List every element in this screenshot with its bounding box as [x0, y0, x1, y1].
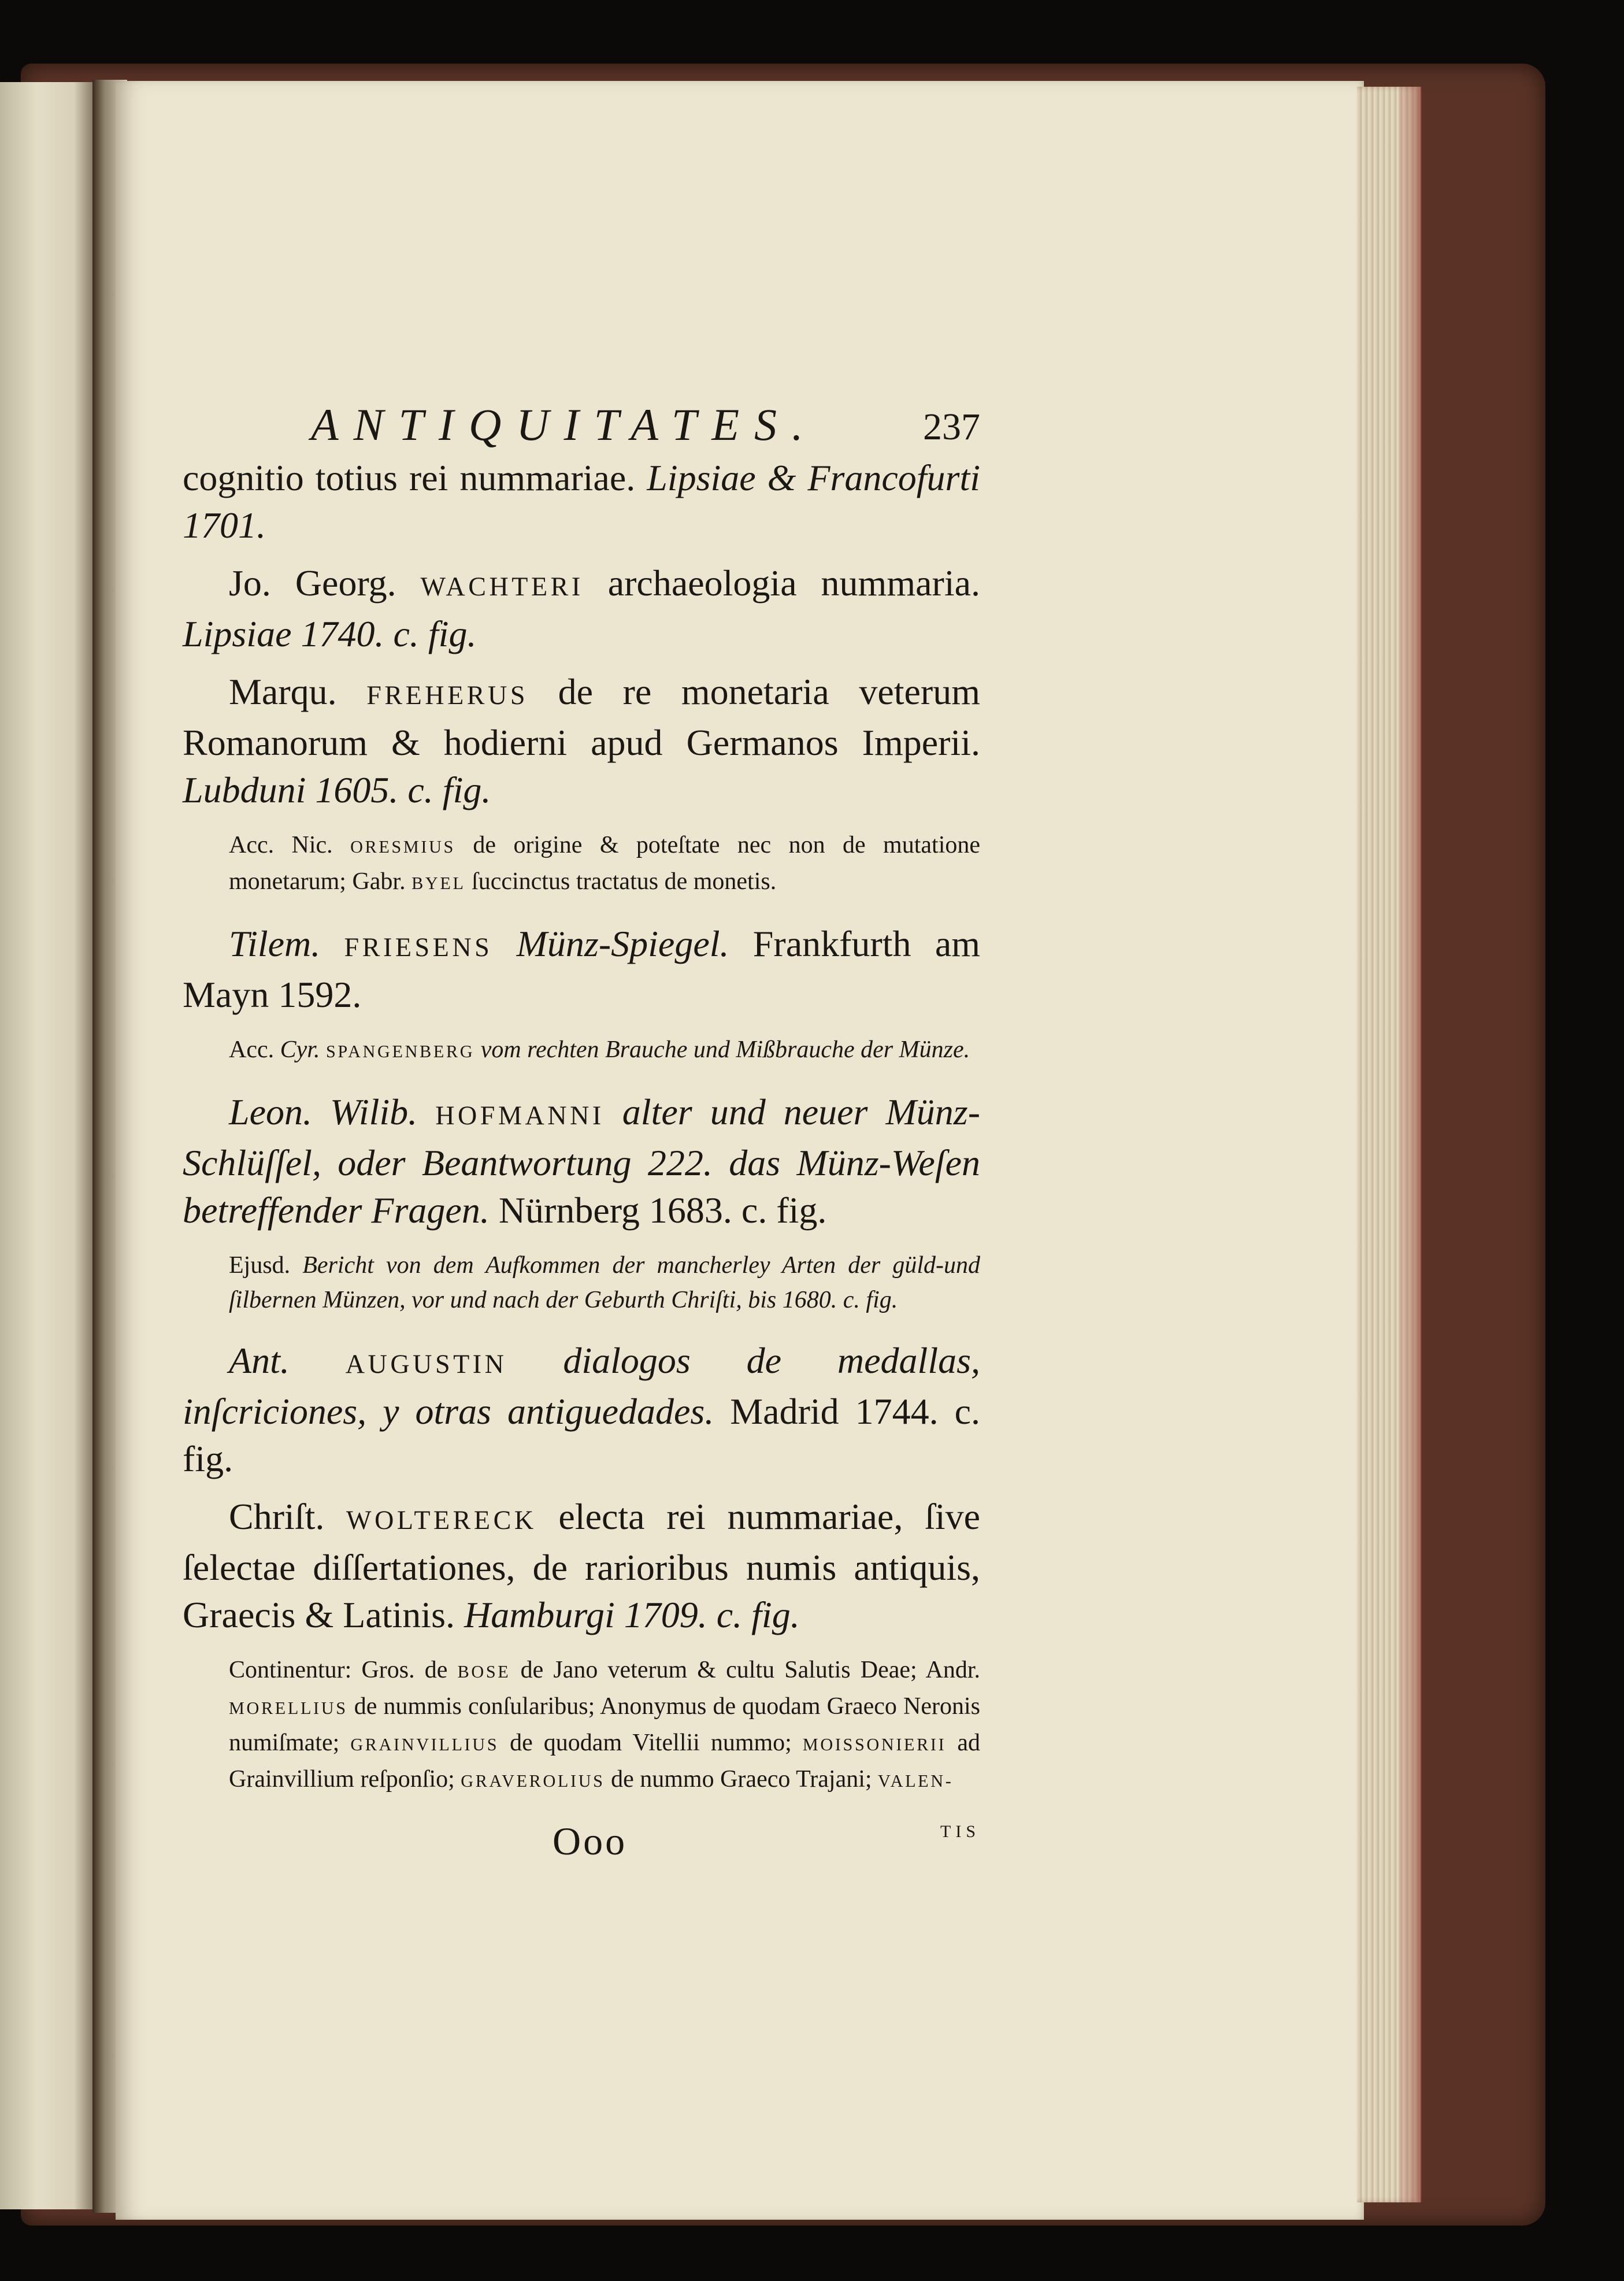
italic-text: vom rechten Brauche und Mißbrauche der Münze. — [480, 1036, 970, 1063]
italic-text: dialogos de medallas, inſcriciones, y otras antiguedades. — [183, 1340, 981, 1432]
italic-text: Cyr. — [280, 1036, 320, 1063]
text-run: Ejusd. — [229, 1252, 303, 1279]
text-run: Continentur: Gros. de — [229, 1657, 458, 1683]
page-footer — [183, 1818, 980, 1864]
italic-text: Lipsiae 1740. c. fig. — [183, 613, 477, 654]
text-run: de origine & poteſtate nec non de mutatione monetarum; Gabr. — [229, 832, 980, 895]
italic-text: Ant. — [229, 1340, 290, 1381]
text-run: Acc. — [229, 1036, 280, 1063]
text-run: cognitio totius rei nummariae. — [183, 457, 647, 498]
author-name: GRAINVILLIUS — [350, 1735, 499, 1754]
entries — [183, 454, 980, 1798]
author-name: AUGUSTIN — [345, 1349, 507, 1379]
text-run — [474, 1036, 481, 1063]
text-run: Marqu. — [229, 671, 367, 712]
author-name: FREHERUS — [366, 680, 529, 710]
bibliography-entry — [183, 1493, 980, 1639]
author-name: MOISSONIERII — [802, 1735, 947, 1754]
text-run: Madrid 1744. c. fig. — [183, 1391, 980, 1479]
italic-text: Lipsiae & Francofurti 1701. — [183, 457, 980, 546]
text-run: Frankfurth am Mayn 1592. — [183, 923, 981, 1015]
italic-text: alter und neuer Münz-Schlüſſel, oder Beantwortung 222. das Münz-Weſen betreffender Fragen. — [183, 1091, 980, 1231]
italic-text: Bericht von dem Aufkommen der mancherley Arten der güld-und ſilbernen Münzen, vor und nach der Geburth Chriſti, bis 1680. c. fig. — [229, 1252, 980, 1313]
text-run — [492, 923, 516, 964]
bibliography-entry — [183, 920, 980, 1019]
author-name: BYEL — [411, 873, 466, 893]
author-name: WACHTERI — [420, 572, 584, 601]
catch-word: TIS — [940, 1822, 980, 1841]
facing-page-edge — [0, 82, 92, 2209]
text-run: de re monetaria veterum Romanorum & hodierni apud Germanos Imperii. — [183, 671, 981, 763]
text-run: de Jano veterum & cultu Salutis Deae; Andr. — [510, 1657, 980, 1683]
text-run — [507, 1340, 563, 1381]
bibliography-entry — [183, 1337, 980, 1483]
text-run — [320, 923, 344, 964]
author-name: GRAVEROLIUS — [461, 1771, 605, 1791]
text-run: de nummo Graeco Trajani; — [605, 1766, 878, 1793]
italic-text: Leon. Wilib. — [229, 1091, 418, 1132]
bibliography-entry — [183, 454, 980, 549]
author-name: WOLTERECK — [346, 1505, 537, 1535]
italic-text: Tilem. — [229, 923, 321, 964]
page-text — [183, 399, 980, 1864]
text-run — [320, 1036, 326, 1063]
author-name: MORELLIUS — [229, 1698, 348, 1718]
text-run: ſuccinctus tractatus de monetis. — [465, 868, 777, 895]
running-head: ANTIQUITATES. — [311, 399, 818, 450]
bibliography-entry — [183, 668, 980, 814]
author-name: ORESMIUS — [350, 837, 455, 857]
bibliography-note — [229, 1248, 980, 1317]
author-name: VALEN- — [878, 1771, 954, 1791]
author-name: HOFMANNI — [435, 1101, 605, 1130]
text-run — [290, 1340, 346, 1381]
author-name: SPANGENBERG — [325, 1042, 475, 1061]
text-run: ad Grainvillium reſponſio; — [229, 1730, 980, 1793]
bibliography-note — [229, 1653, 980, 1798]
author-name: BOSE — [457, 1662, 511, 1682]
text-run: de quodam Vitellii nummo; — [499, 1730, 803, 1756]
italic-text: Münz-Spiegel. — [516, 923, 729, 964]
text-run: Jo. Georg. — [229, 562, 421, 603]
text-run — [605, 1091, 622, 1132]
text-run: archaeologia nummaria. — [583, 562, 980, 603]
text-run: Chriſt. — [229, 1496, 347, 1537]
bibliography-note — [229, 828, 980, 901]
text-run: de nummis conſularibus; Anonymus de quodam Graeco Neronis numiſmate; — [229, 1693, 980, 1756]
page-number: 237 — [923, 406, 980, 448]
signature-mark: Ooo — [553, 1819, 628, 1863]
text-run — [417, 1091, 435, 1132]
text-run: Nürnberg 1683. c. fig. — [489, 1190, 827, 1231]
text-run: Acc. Nic. — [229, 832, 351, 858]
bibliography-note — [229, 1032, 980, 1069]
bibliography-entry — [183, 560, 980, 658]
author-name: FRIESENS — [344, 932, 493, 962]
text-run: electa rei nummariae, ſive ſelectae diſſertationes, de rarioribus numis antiquis, Graecis & Latinis. — [183, 1496, 981, 1635]
red-edge-tint — [1399, 87, 1422, 2202]
italic-text: Lubduni 1605. c. fig. — [183, 769, 491, 810]
page-header — [183, 399, 980, 451]
bibliography-entry — [183, 1088, 980, 1234]
italic-text: Hamburgi 1709. c. fig. — [464, 1594, 800, 1635]
